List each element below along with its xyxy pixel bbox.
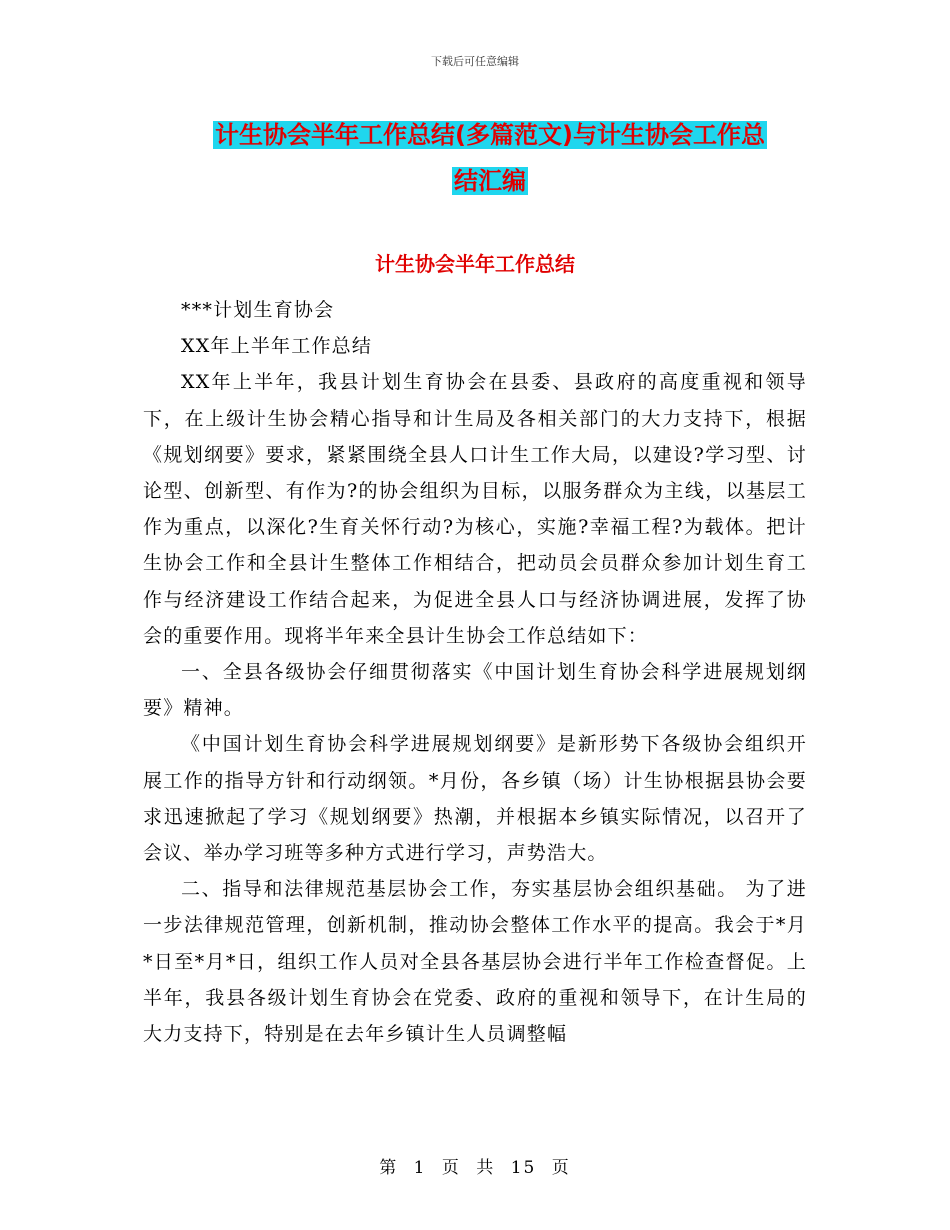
paragraph-section-1-body: 《中国计划生育协会科学进展规划纲要》是新形势下各级协会组织开展工作的指导方针和行动纲领。*月份，各乡镇（场）计生协根据县协会要求迅速掀起了学习《规划纲要》热潮，并根据本乡镇实际情况，以召开了会议、举办学习班等多种方式进行学习，声势浩大。 <box>143 733 807 865</box>
page-footer <box>0 1153 950 1178</box>
footer-total-label: 共 <box>476 1158 496 1178</box>
paragraph-intro: XX年上半年，我县计划生育协会在县委、县政府的高度重视和领导下，在上级计生协会精心指导和计生局及各相关部门的大力支持下，根据《规划纲要》要求，紧紧围绕全县人口计生工作大局，以建设?学习型、讨论型、创新型、有作为?的协会组织为目标，以服务群众为主线，以基层工作为重点，以深化?生育关怀行动?为核心，实施?幸福工程?为载体。把计生协会工作和全县计生整体工作相结合，把动员会员群众参加计划生育工作与经济建设工作结合起来，为促进全县人口与经济协调进展，发挥了协会的重要作用。现将半年来全县计生协会工作总结如下： <box>143 371 807 647</box>
title-line-2: 结汇编 <box>454 167 526 195</box>
title-line-1: 计生协会半年工作总结(多篇范文)与计生协会工作总 <box>215 121 765 149</box>
document-body <box>143 292 807 1052</box>
paragraph-heading: XX年上半年工作总结 <box>181 335 373 358</box>
paragraph-org: ***计划生育协会 <box>181 299 335 321</box>
footer-suffix: 页 <box>551 1158 571 1178</box>
footer-prefix: 第 <box>379 1158 399 1178</box>
paragraph-section-2: 二、指导和法律规范基层协会工作，夯实基层协会组织基础。 为了进一步法律规范管理，创新机制，推动协会整体工作水平的提高。我会于*月*日至*月*日，组织工作人员对全县各基层协会进行半年工作检查督促。上半年，我县各级计划生育协会在党委、政府的重视和领导下，在计生局的大力支持下，特别是在去年乡镇计生人员调整幅 <box>143 878 807 1046</box>
header-note: 下载后可任意编辑 <box>431 55 519 68</box>
paragraph-section-1: 一、全县各级协会仔细贯彻落实《中国计划生育协会科学进展规划纲要》精神。 <box>143 661 807 720</box>
footer-page-label: 页 <box>441 1158 461 1178</box>
page-number: 1 <box>413 1158 427 1178</box>
page-total: 15 <box>510 1158 537 1178</box>
section-title: 计生协会半年工作总结 <box>375 252 575 276</box>
document-title <box>140 112 840 204</box>
